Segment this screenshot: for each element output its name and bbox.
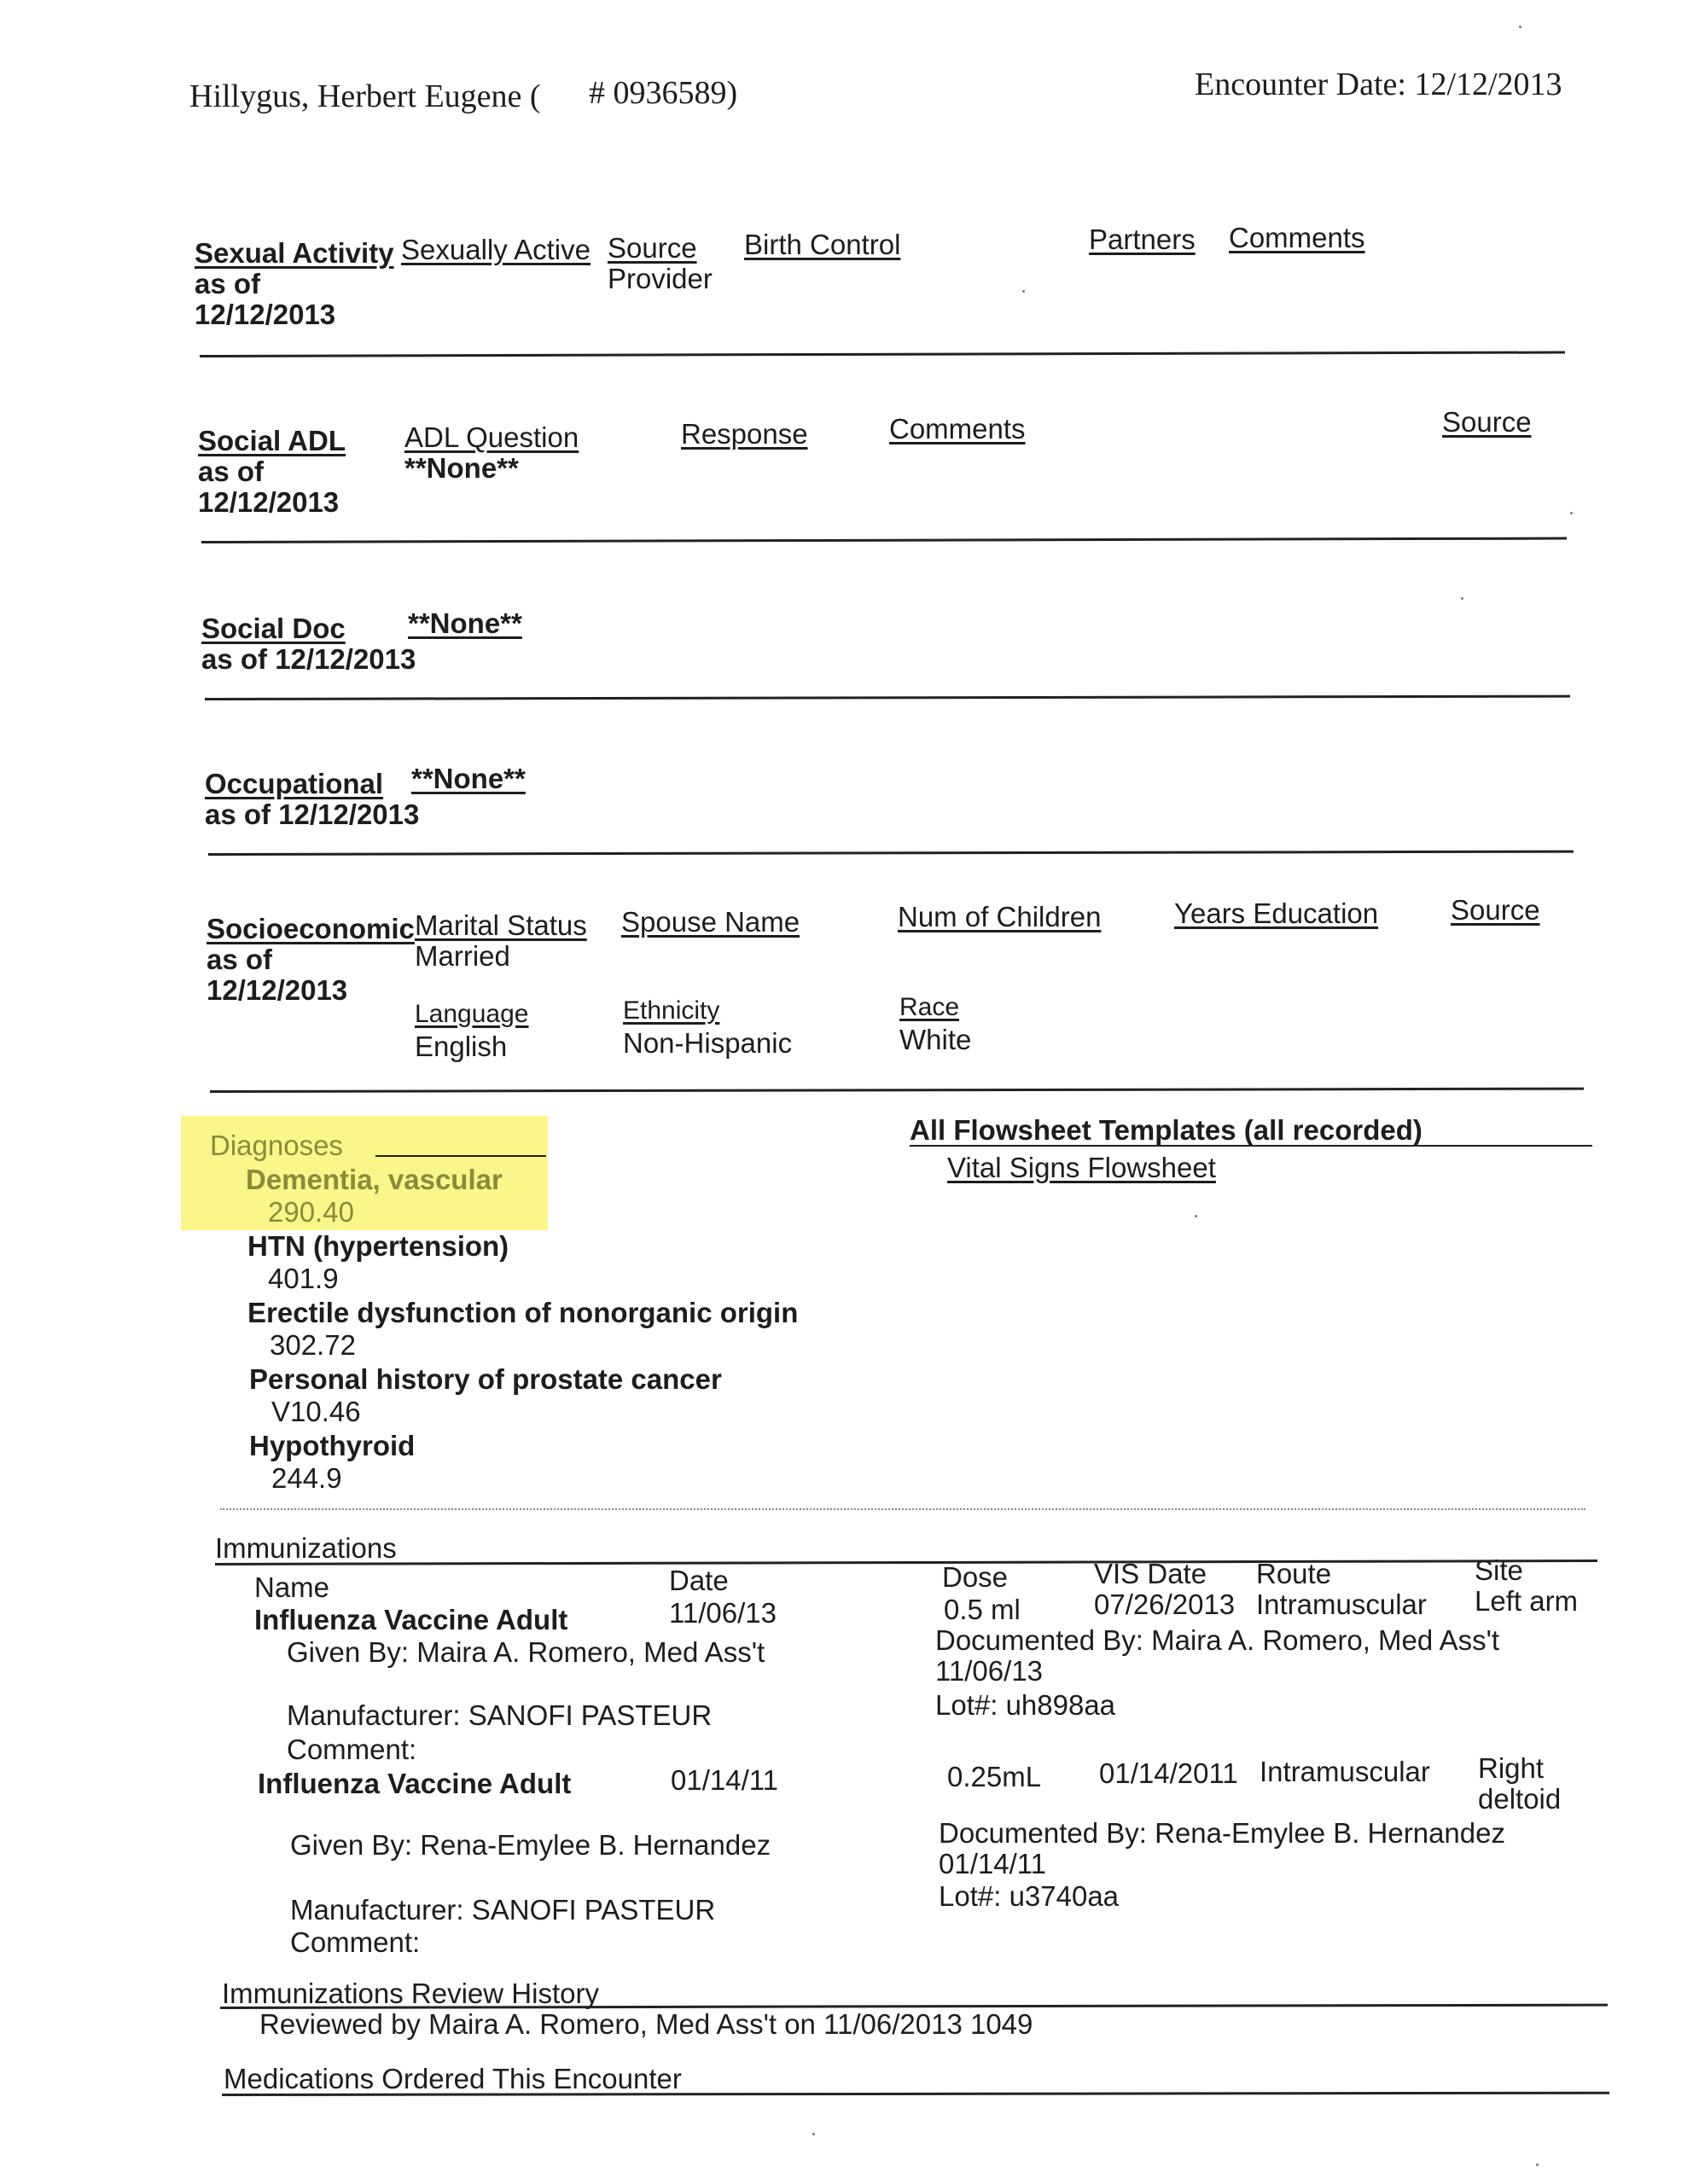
- divider: [200, 351, 1565, 357]
- manufacturer: Manufacturer: SANOFI PASTEUR: [290, 1894, 716, 1926]
- given-by: Given By: Maira A. Romero, Med Ass't: [287, 1636, 765, 1668]
- diagnosis-name: Erectile dysfunction of nonorganic origin: [247, 1297, 799, 1328]
- diagnosis-code: V10.46: [271, 1396, 361, 1427]
- diagnoses-title: Diagnoses: [210, 1130, 343, 1161]
- comment-label: Comment:: [290, 1926, 421, 1958]
- documented-by: Documented By: Rena-Emylee B. Hernandez: [939, 1817, 1505, 1849]
- col-adl-question: ADL Question: [404, 421, 579, 453]
- encounter-date: Encounter Date: 12/12/2013: [1195, 67, 1562, 102]
- social-doc-title: Social Doc: [201, 613, 346, 644]
- vaccine-date: 11/06/13: [669, 1597, 777, 1629]
- val-adl-question: **None**: [404, 452, 519, 484]
- col-source: Source: [1442, 406, 1532, 438]
- scan-speck: [1022, 290, 1025, 293]
- documented-date: 01/14/11: [939, 1848, 1047, 1879]
- lot-number: Lot#: uh898aa: [935, 1689, 1116, 1721]
- occupational-title: Occupational: [205, 768, 384, 799]
- social-doc-value: **None**: [408, 607, 522, 639]
- vaccine-name: Influenza Vaccine Adult: [258, 1768, 572, 1799]
- col-ethnicity: Ethnicity: [623, 996, 720, 1025]
- review-entry: Reviewed by Maira A. Romero, Med Ass't on 11/06/2013 1049: [259, 2008, 1033, 2040]
- scan-speck: [1536, 2164, 1539, 2166]
- col-response: Response: [681, 418, 808, 450]
- col-race: Race: [899, 993, 960, 1021]
- col-comments: Comments: [1229, 222, 1365, 253]
- col-dose: Dose: [942, 1561, 1009, 1593]
- col-route: Route: [1256, 1558, 1332, 1589]
- social-doc-asof: as of 12/12/2013: [201, 643, 416, 675]
- patient-record-id: # 0936589): [589, 75, 738, 111]
- scan-speck: [812, 2133, 815, 2135]
- diagnosis-code: 401.9: [268, 1263, 339, 1294]
- given-by: Given By: Rena-Emylee B. Hernandez: [290, 1829, 771, 1861]
- col-comments: Comments: [889, 413, 1026, 444]
- sexual-activity-asof-date: 12/12/2013: [195, 299, 336, 330]
- documented-by: Documented By: Maira A. Romero, Med Ass't: [935, 1624, 1500, 1656]
- vaccine-dose: 0.25mL: [947, 1761, 1042, 1792]
- val-language: English: [415, 1031, 508, 1062]
- divider: [201, 537, 1567, 543]
- social-adl-asof-date: 12/12/2013: [198, 486, 340, 518]
- documented-date: 11/06/13: [935, 1655, 1044, 1687]
- diagnosis-name: Hypothyroid: [249, 1430, 416, 1461]
- vital-signs-flowsheet-link[interactable]: Vital Signs Flowsheet: [947, 1152, 1216, 1183]
- val-source: Provider: [608, 263, 713, 294]
- vaccine-site: Right: [1478, 1752, 1545, 1784]
- col-vis-date: VIS Date: [1094, 1558, 1207, 1589]
- sexual-activity-title: Sexual Activity: [195, 237, 394, 269]
- comment-label: Comment:: [287, 1734, 417, 1765]
- flowsheet-title: All Flowsheet Templates (all recorded): [910, 1114, 1422, 1146]
- manufacturer: Manufacturer: SANOFI PASTEUR: [287, 1699, 713, 1731]
- val-race: White: [899, 1024, 972, 1055]
- vaccine-route: Intramuscular: [1256, 1589, 1427, 1620]
- sexual-activity-asof: as of: [195, 268, 261, 299]
- divider: [215, 1560, 1597, 1565]
- vaccine-route: Intramuscular: [1260, 1756, 1430, 1787]
- diagnosis-name: Personal history of prostate cancer: [249, 1363, 722, 1395]
- scan-speck: [1461, 597, 1463, 600]
- col-date: Date: [669, 1565, 729, 1596]
- val-ethnicity: Non-Hispanic: [623, 1027, 793, 1059]
- col-name: Name: [254, 1571, 330, 1603]
- social-adl-title: Social ADL: [198, 425, 346, 456]
- vaccine-vis-date: 01/14/2011: [1099, 1757, 1238, 1789]
- col-source: Source: [1451, 894, 1540, 926]
- col-source: Source: [608, 232, 697, 264]
- col-marital-status: Marital Status: [415, 909, 587, 941]
- occupational-value: **None**: [411, 763, 526, 794]
- socioeconomic-asof: as of: [207, 944, 273, 975]
- occupational-asof: as of 12/12/2013: [205, 799, 420, 830]
- diagnosis-name: HTN (hypertension): [247, 1230, 509, 1262]
- diagnosis-code: 290.40: [268, 1196, 354, 1228]
- vaccine-site: Left arm: [1475, 1585, 1579, 1617]
- vaccine-vis-date: 07/26/2013: [1094, 1589, 1236, 1620]
- col-sexually-active: Sexually Active: [401, 234, 591, 265]
- lot-number: Lot#: u3740aa: [939, 1880, 1120, 1912]
- diagnosis-name: Dementia, vascular: [246, 1164, 503, 1195]
- divider: [910, 1145, 1592, 1147]
- vaccine-name: Influenza Vaccine Adult: [254, 1604, 568, 1635]
- socioeconomic-title: Socioeconomic: [207, 913, 415, 944]
- col-num-children: Num of Children: [898, 901, 1102, 932]
- medications-title: Medications Ordered This Encounter: [224, 2063, 682, 2094]
- patient-name: Hillygus, Herbert Eugene (: [189, 78, 541, 114]
- review-history-title: Immunizations Review History: [222, 1978, 599, 2009]
- socioeconomic-asof-date: 12/12/2013: [207, 974, 348, 1006]
- col-years-education: Years Education: [1174, 897, 1379, 929]
- dotted-separator: [220, 1508, 1585, 1510]
- diagnosis-code: 244.9: [271, 1462, 342, 1494]
- scan-speck: [1195, 1215, 1197, 1217]
- col-site: Site: [1475, 1554, 1523, 1586]
- divider: [375, 1155, 546, 1157]
- val-marital-status: Married: [415, 940, 510, 972]
- vaccine-site-line2: deltoid: [1478, 1783, 1562, 1815]
- scan-speck: [1519, 26, 1521, 28]
- vaccine-date: 01/14/11: [671, 1764, 779, 1796]
- divider: [210, 1088, 1584, 1093]
- social-adl-asof: as of: [198, 456, 265, 487]
- divider: [205, 695, 1570, 700]
- col-language: Language: [415, 1000, 529, 1028]
- col-partners: Partners: [1089, 224, 1196, 255]
- divider: [208, 851, 1574, 856]
- vaccine-dose: 0.5 ml: [944, 1594, 1021, 1625]
- col-spouse-name: Spouse Name: [621, 906, 800, 938]
- immunizations-title: Immunizations: [215, 1532, 397, 1564]
- col-birth-control: Birth Control: [744, 229, 901, 260]
- diagnosis-code: 302.72: [270, 1329, 356, 1361]
- scan-speck: [1570, 512, 1573, 514]
